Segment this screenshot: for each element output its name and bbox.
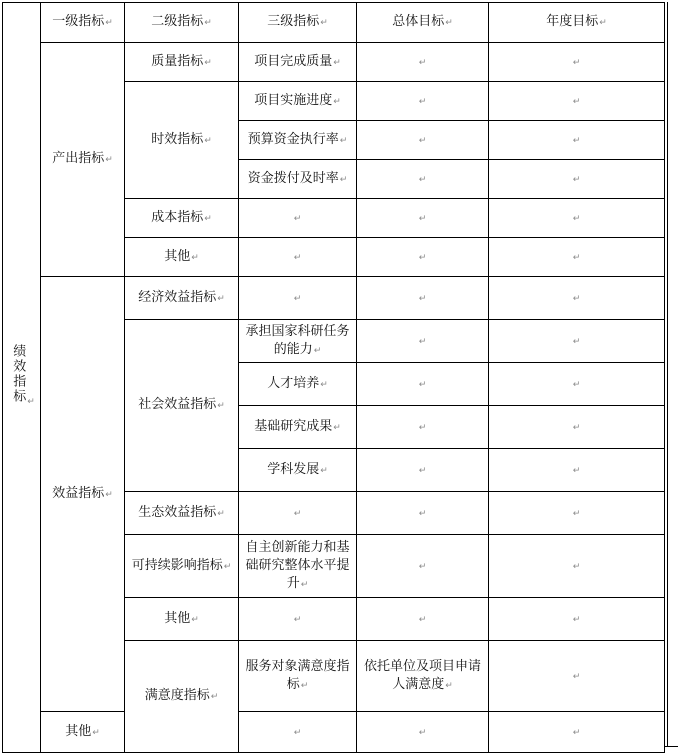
annual-target-cell[interactable]: ↵: [489, 406, 665, 449]
bottom-margin-rule: [664, 746, 678, 747]
sub-social: 社会效益指标↵: [125, 320, 239, 492]
header-level3: 三级指标↵: [239, 3, 357, 43]
level3-cell[interactable]: ↵: [239, 492, 357, 535]
overall-target-cell[interactable]: ↵: [357, 598, 489, 641]
header-annual-target: 年度目标↵: [489, 3, 665, 43]
item-budget-execution-rate: 预算资金执行率↵: [239, 121, 357, 160]
level3-cell[interactable]: ↵: [239, 277, 357, 320]
overall-target-cell[interactable]: ↵: [357, 43, 489, 82]
sub-ecological: 生态效益指标↵: [125, 492, 239, 535]
item-research-capacity: 承担国家科研任务的能力↵: [239, 320, 357, 363]
annual-target-cell[interactable]: ↵: [489, 320, 665, 363]
item-innovation-capacity: 自主创新能力和基础研究整体水平提升↵: [239, 535, 357, 598]
level3-cell[interactable]: ↵: [239, 199, 357, 238]
item-discipline-development: 学科发展↵: [239, 449, 357, 492]
annual-target-cell[interactable]: ↵: [489, 82, 665, 121]
annual-target-cell[interactable]: ↵: [489, 160, 665, 199]
overall-target-cell[interactable]: ↵: [357, 535, 489, 598]
sub-timeliness: 时效指标↵: [125, 82, 239, 199]
sub-economic: 经济效益指标↵: [125, 277, 239, 320]
overall-target-cell[interactable]: ↵: [357, 449, 489, 492]
annual-target-cell[interactable]: ↵: [489, 363, 665, 406]
overall-target-cell[interactable]: ↵: [357, 492, 489, 535]
annual-target-cell[interactable]: ↵: [489, 598, 665, 641]
group-satisfaction: 满意度指标↵: [125, 641, 239, 753]
sub-sustainable: 可持续影响指标↵: [125, 535, 239, 598]
table-row: [3, 277, 665, 320]
table-row: [3, 712, 665, 753]
header-overall-target: 总体目标↵: [357, 3, 489, 43]
overall-target-cell[interactable]: ↵: [357, 277, 489, 320]
overall-target-cell[interactable]: ↵: [357, 712, 489, 753]
header-level2: 二级指标↵: [125, 3, 239, 43]
item-implementation-progress: 项目实施进度↵: [239, 82, 357, 121]
performance-indicator-table: [2, 2, 665, 753]
overall-target-cell[interactable]: ↵: [357, 238, 489, 277]
annual-target-cell[interactable]: ↵: [489, 492, 665, 535]
level3-cell[interactable]: ↵: [239, 712, 357, 753]
sub-service-satisfaction: 服务对象满意度指标↵: [239, 641, 357, 712]
sub-output-other: 其他↵: [125, 238, 239, 277]
level3-cell[interactable]: ↵: [239, 238, 357, 277]
overall-target-cell[interactable]: ↵: [489, 641, 665, 712]
item-talent-training: 人才培养↵: [239, 363, 357, 406]
annual-target-cell[interactable]: ↵: [489, 43, 665, 82]
right-margin-rule: [667, 2, 668, 747]
sub-quality: 质量指标↵: [125, 43, 239, 82]
header-level1: 一级指标↵: [41, 3, 125, 43]
group-output: 产出指标↵: [41, 43, 125, 277]
overall-target-cell[interactable]: ↵: [357, 121, 489, 160]
sub-satisfaction-other: 其他↵: [41, 712, 125, 753]
root-label: 绩效指标: [10, 344, 26, 404]
annual-target-cell[interactable]: ↵: [489, 535, 665, 598]
item-project-quality: 项目完成质量↵: [239, 43, 357, 82]
item-basic-research-results: 基础研究成果↵: [239, 406, 357, 449]
annual-target-cell[interactable]: ↵: [489, 712, 665, 753]
item-applicant-satisfaction: 依托单位及项目申请人满意度↵: [357, 641, 489, 712]
annual-target-cell[interactable]: ↵: [489, 238, 665, 277]
annual-target-cell[interactable]: ↵: [489, 121, 665, 160]
sub-benefit-other: 其他↵: [125, 598, 239, 641]
overall-target-cell[interactable]: ↵: [357, 406, 489, 449]
annual-target-cell[interactable]: ↵: [489, 277, 665, 320]
level3-cell[interactable]: ↵: [239, 598, 357, 641]
table-row: [3, 43, 665, 82]
annual-target-cell[interactable]: ↵: [489, 449, 665, 492]
overall-target-cell[interactable]: ↵: [357, 320, 489, 363]
overall-target-cell[interactable]: ↵: [357, 82, 489, 121]
group-benefit: 效益指标↵: [41, 277, 125, 712]
overall-target-cell[interactable]: ↵: [357, 199, 489, 238]
sub-cost: 成本指标↵: [125, 199, 239, 238]
overall-target-cell[interactable]: ↵: [357, 160, 489, 199]
item-fund-timeliness: 资金拨付及时率↵: [239, 160, 357, 199]
overall-target-cell[interactable]: ↵: [357, 363, 489, 406]
root-label-cell: 绩效指标 ↵: [3, 3, 41, 753]
annual-target-cell[interactable]: ↵: [489, 199, 665, 238]
